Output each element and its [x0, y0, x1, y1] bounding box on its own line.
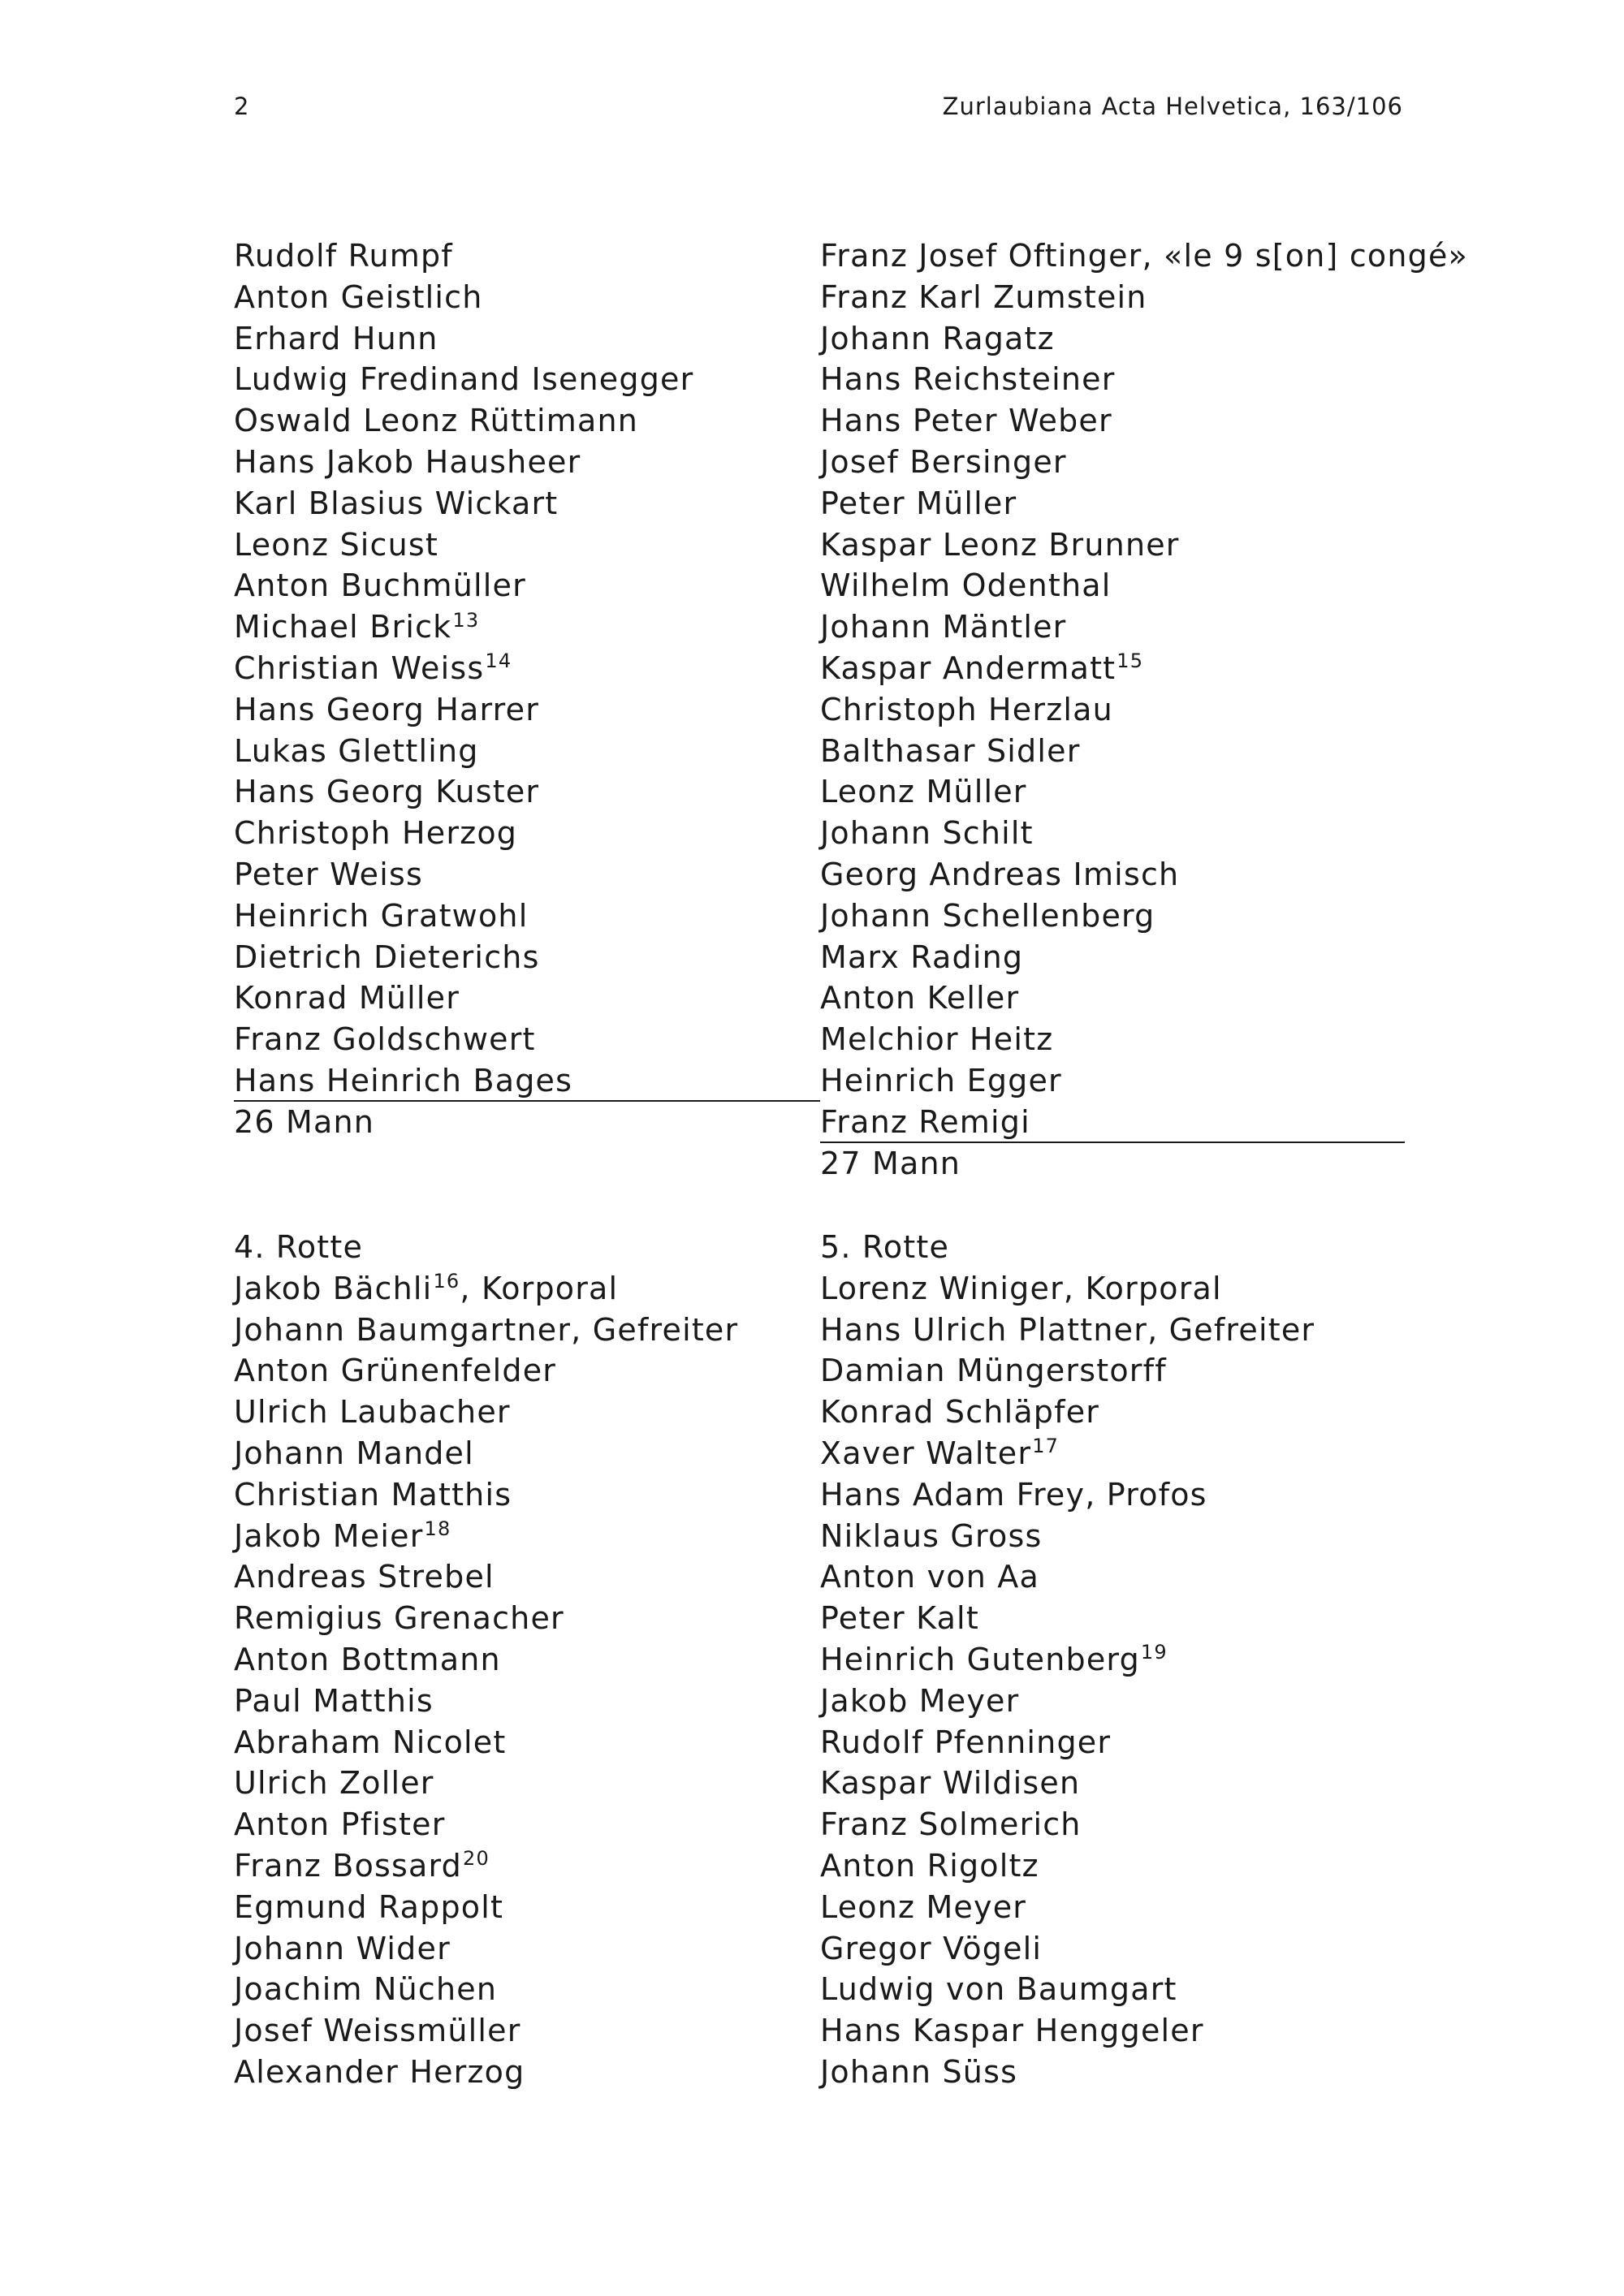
- list-item: Anton Bottmann: [234, 1641, 501, 1677]
- list-item: Hans Georg Kuster: [234, 774, 540, 810]
- list-item: Anton Geistlich: [234, 278, 483, 315]
- list-item: Peter Müller: [820, 485, 1017, 521]
- list-item: Johann Mandel: [234, 1435, 474, 1471]
- list-item: Christoph Herzlau: [820, 691, 1113, 727]
- list-item: Wilhelm Odenthal: [820, 568, 1112, 604]
- list-item: Gregor Vögeli: [820, 1930, 1043, 1966]
- list-item: Paul Matthis: [234, 1682, 434, 1719]
- list-item: Franz Goldschwert: [234, 1021, 536, 1058]
- list-item: Hans Heinrich Bages: [234, 1060, 820, 1102]
- list-item: Oswald Leonz Rüttimann: [234, 403, 639, 439]
- list-item: Marx Rading: [820, 939, 1024, 975]
- list-item: Remigius Grenacher: [234, 1600, 564, 1637]
- list-item: Andreas Strebel: [234, 1559, 495, 1595]
- list-item: Alexander Herzog: [234, 2053, 525, 2090]
- list-item: Peter Kalt: [820, 1600, 979, 1637]
- list-item: Kaspar Leonz Brunner: [820, 526, 1180, 563]
- list-item: Johann Schellenberg: [820, 897, 1155, 934]
- list-item: Leonz Müller: [820, 774, 1027, 810]
- running-title: Zurlaubiana Acta Helvetica, 163/106: [942, 93, 1403, 120]
- list-item: Johann Baumgartner, Gefreiter: [234, 1311, 739, 1348]
- list-item: Damian Müngerstorff: [820, 1353, 1167, 1389]
- list-item: Hans Reichsteiner: [820, 361, 1116, 398]
- list-item: Josef Weissmüller: [234, 2013, 521, 2049]
- list-block-b-right: [820, 1227, 1405, 2093]
- list-item: Johann Süss: [820, 2053, 1018, 2090]
- list-item: Johann Wider: [234, 1930, 451, 1966]
- page-number: 2: [234, 93, 250, 120]
- list-item: Konrad Müller: [234, 980, 460, 1016]
- list-item: Karl Blasius Wickart: [234, 485, 559, 521]
- list-item: Jakob Meyer: [820, 1682, 1020, 1719]
- list-item: Balthasar Sidler: [820, 732, 1081, 769]
- total-count: 26 Mann: [234, 1103, 375, 1140]
- list-item: Michael Brick$^{13}$: [234, 608, 480, 645]
- list-item: Christoph Herzog: [234, 815, 518, 852]
- list-item: Egmund Rappolt: [234, 1888, 504, 1925]
- list-item: Franz Karl Zumstein: [820, 278, 1147, 315]
- footnote-ref: 18: [424, 1517, 451, 1540]
- list-item: Christian Weiss$^{14}$: [234, 650, 512, 686]
- footnote-ref: 16: [433, 1270, 460, 1293]
- list-item: Lorenz Winiger, Korporal: [820, 1270, 1222, 1306]
- list-item: Peter Weiss: [234, 856, 423, 892]
- list-item: Heinrich Gutenberg$^{19}$: [820, 1641, 1168, 1677]
- list-item: Leonz Sicust: [234, 526, 438, 563]
- list-item: Erhard Hunn: [234, 320, 438, 356]
- list-item: Jakob Meier$^{18}$: [234, 1517, 451, 1554]
- list-item: Hans Adam Frey, Profos: [820, 1476, 1207, 1513]
- list-item: Johann Ragatz: [820, 320, 1055, 356]
- list-item: Anton Buchmüller: [234, 568, 526, 604]
- list-item: Hans Georg Harrer: [234, 691, 540, 727]
- list-item: Josef Bersinger: [820, 443, 1067, 480]
- list-item: Niklaus Gross: [820, 1517, 1043, 1554]
- list-item: Johann Schilt: [820, 815, 1034, 852]
- list-item: Johann Mäntler: [820, 609, 1067, 645]
- list-item: Franz Bossard$^{20}$: [234, 1847, 490, 1884]
- list-item: Kaspar Wildisen: [820, 1765, 1081, 1802]
- list-item: Franz Solmerich: [820, 1806, 1082, 1843]
- footnote-ref: 15: [1116, 650, 1144, 673]
- footnote-ref: 13: [452, 608, 480, 632]
- list-item: Georg Andreas Imisch: [820, 856, 1180, 892]
- list-item: Lukas Glettling: [234, 732, 479, 769]
- list-item: Leonz Meyer: [820, 1888, 1027, 1925]
- list-item: Anton Pfister: [234, 1806, 446, 1843]
- list-item: Ludwig Fredinand Isenegger: [234, 361, 694, 398]
- list-item: Anton Grünenfelder: [234, 1353, 557, 1389]
- footnote-ref: 19: [1140, 1641, 1168, 1664]
- list-item: Hans Peter Weber: [820, 403, 1112, 439]
- list-block-a-left: [234, 235, 820, 1143]
- section-heading: 4. Rotte: [234, 1229, 364, 1265]
- list-block-b-left: [234, 1227, 820, 2093]
- section-heading: 5. Rotte: [820, 1229, 950, 1265]
- footnote-ref: 14: [485, 650, 512, 673]
- list-item: Ulrich Laubacher: [234, 1394, 511, 1431]
- list-item: Ulrich Zoller: [234, 1765, 434, 1802]
- list-item: Rudolf Pfenninger: [820, 1724, 1112, 1760]
- list-item: Heinrich Gratwohl: [234, 897, 529, 934]
- list-item: Hans Ulrich Plattner, Gefreiter: [820, 1311, 1315, 1348]
- list-block-a-right: [820, 235, 1468, 1184]
- page-header: [234, 93, 1403, 125]
- list-item: Hans Jakob Hausheer: [234, 443, 581, 480]
- list-item: Dietrich Dieterichs: [234, 939, 540, 975]
- list-item: Kaspar Andermatt$^{15}$: [820, 650, 1144, 686]
- list-item: Anton Rigoltz: [820, 1847, 1039, 1884]
- list-item: Jakob Bächli$^{16}$, Korporal: [234, 1270, 619, 1306]
- list-item: Xaver Walter$^{17}$: [820, 1435, 1060, 1471]
- footnote-ref: 17: [1032, 1435, 1060, 1458]
- list-item: Melchior Heitz: [820, 1021, 1054, 1058]
- list-item: Franz Remigi: [820, 1102, 1405, 1143]
- list-item: Rudolf Rumpf: [234, 238, 453, 274]
- list-item: Heinrich Egger: [820, 1062, 1062, 1098]
- list-item: Abraham Nicolet: [234, 1724, 507, 1760]
- total-count: 27 Mann: [820, 1145, 961, 1181]
- list-item: Konrad Schläpfer: [820, 1394, 1100, 1431]
- footnote-ref: 20: [463, 1847, 490, 1871]
- list-item: Ludwig von Baumgart: [820, 1971, 1177, 2008]
- list-item: Hans Kaspar Henggeler: [820, 2013, 1204, 2049]
- list-item: Anton von Aa: [820, 1559, 1039, 1595]
- list-item: Anton Keller: [820, 980, 1020, 1016]
- list-item: Franz Josef Oftinger, «le 9 s[on] congé»: [820, 238, 1468, 274]
- list-item: Joachim Nüchen: [234, 1971, 498, 2008]
- list-item: Christian Matthis: [234, 1476, 512, 1513]
